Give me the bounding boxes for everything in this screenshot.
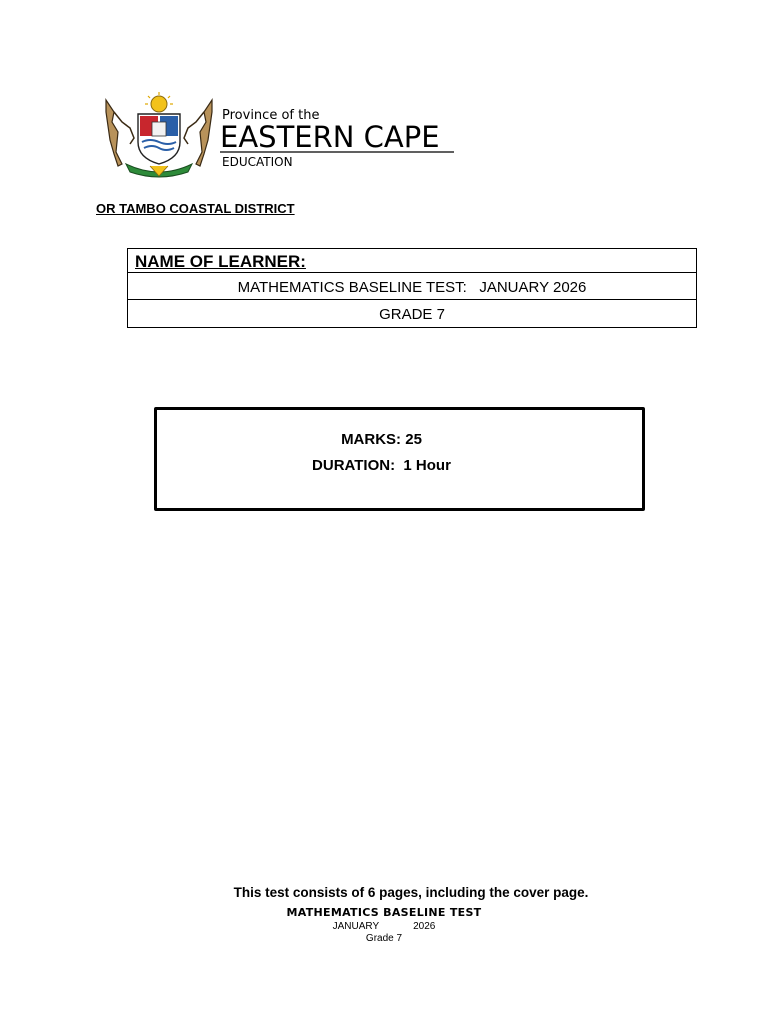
footer-month: JANUARY	[332, 921, 380, 932]
footer-year: 2026	[413, 921, 436, 932]
test-title-text: MATHEMATICS BASELINE TEST: JANUARY 2026	[237, 279, 587, 296]
marks-duration-box	[154, 407, 645, 511]
logo-line1: Province of the	[222, 108, 320, 123]
logo-line3: EDUCATION	[222, 155, 293, 169]
learner-info-table	[127, 248, 697, 328]
logo-line2: EASTERN CAPE	[220, 120, 440, 154]
footer-test-title: MATHEMATICS BASELINE TEST	[286, 906, 482, 919]
footer-grade: Grade 7	[365, 933, 403, 944]
grade-label: GRADE 7	[379, 306, 445, 323]
duration-text-value: DURATION: 1 Hour	[312, 457, 451, 474]
district-heading: OR TAMBO COASTAL DISTRICT	[96, 201, 295, 216]
test-title	[128, 273, 696, 300]
marks-text: MARKS: 25	[341, 431, 422, 448]
coat-of-arms-icon	[100, 92, 460, 178]
eastern-cape-education-logo	[100, 92, 460, 178]
duration-text	[139, 457, 624, 474]
name-of-learner-label: NAME OF LEARNER:	[128, 249, 696, 273]
pages-note: This test consists of 6 pages, including the cover page.	[233, 885, 589, 900]
footer-date	[0, 921, 768, 932]
